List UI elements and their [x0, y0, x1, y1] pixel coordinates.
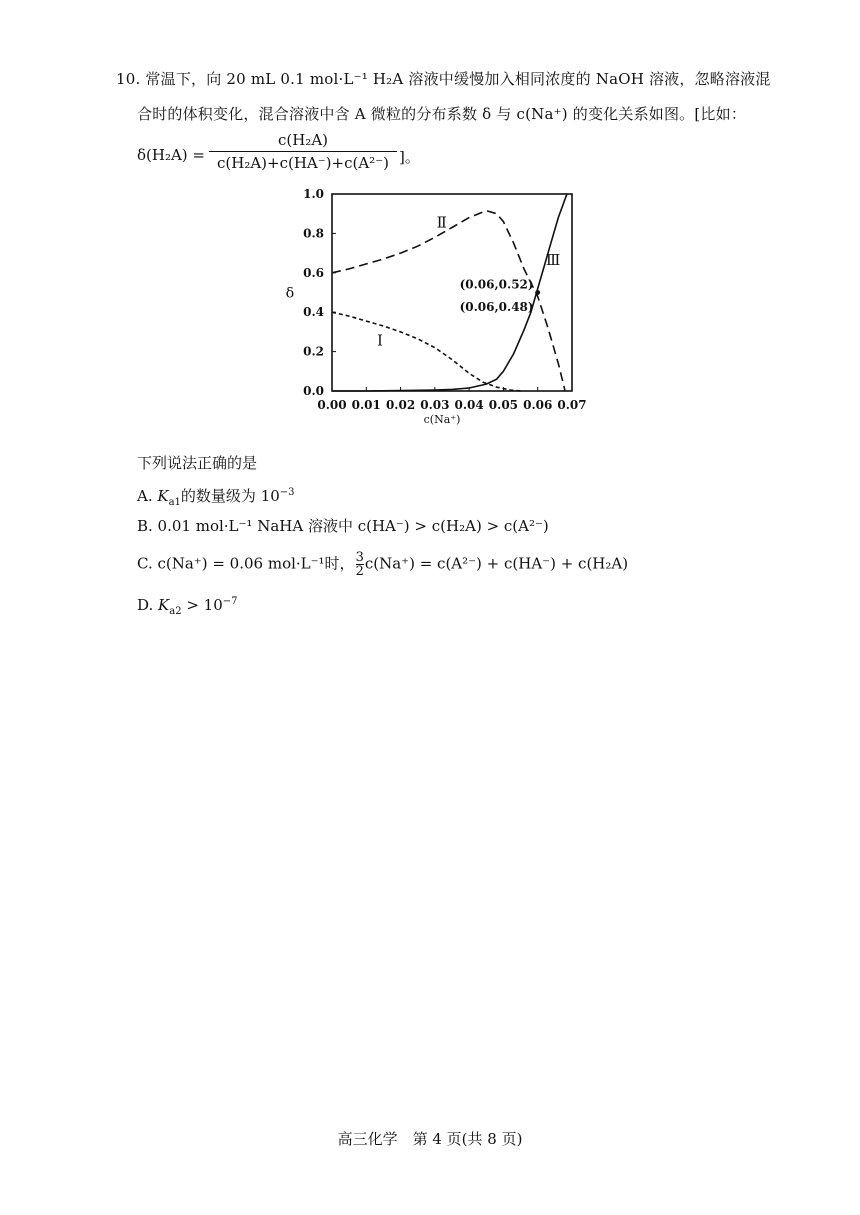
option-c-num: 3	[355, 550, 364, 565]
x-tick-label: 0.05	[488, 398, 519, 412]
formula-lhs: δ(H₂A) =	[137, 146, 205, 164]
x-axis-label: c(Na⁺)	[423, 413, 461, 426]
x-tick-label: 0.01	[351, 398, 381, 412]
annotation-2: (0.06,0.48)	[459, 300, 534, 315]
option-d-k: K	[158, 596, 170, 614]
x-tick-label: 0.07	[557, 398, 587, 412]
formula-denominator: c(H₂A)+c(HA⁻)+c(A²⁻)	[209, 151, 397, 172]
intersection-point	[535, 290, 540, 295]
option-a-k: K	[157, 487, 169, 505]
series-line-3	[332, 194, 567, 391]
x-tick-label: 0.03	[420, 398, 450, 412]
formula-numerator: c(H₂A)	[277, 131, 329, 149]
option-c-fraction	[356, 551, 364, 578]
option-d-sup: −7	[222, 596, 238, 607]
x-tick-label: 0.02	[385, 398, 416, 412]
annotation-1: (0.06,0.52)	[459, 277, 534, 292]
option-a-sub: a1	[168, 497, 181, 508]
y-tick-label: 1.0	[303, 187, 324, 201]
option-d-text: > 10	[181, 596, 223, 614]
x-tick-label: 0.04	[454, 398, 484, 412]
option-c-post: c(Na⁺) = c(A²⁻) + c(HA⁻) + c(H₂A)	[364, 554, 629, 573]
option-c-den: 2	[355, 564, 364, 579]
y-tick-label: 0.8	[303, 226, 324, 241]
option-c-pre: C. c(Na⁺) = 0.06 mol·L⁻¹时，	[137, 554, 355, 573]
question-line-2: 合时的体积变化，混合溶液中含 A 微粒的分布系数 δ 与 c(Na⁺) 的变化关系如图。[比如：	[137, 105, 747, 123]
x-tick-label: 0.06	[523, 398, 553, 412]
option-d	[137, 596, 238, 617]
x-tick-label: 0.00	[317, 398, 347, 412]
option-b: B. 0.01 mol·L⁻¹ NaHA 溶液中 c(HA⁻) > c(H₂A) > c(A²⁻)	[137, 517, 549, 535]
y-tick-label: 0.2	[303, 344, 324, 359]
option-a	[137, 485, 295, 508]
distribution-chart	[280, 186, 600, 436]
y-axis-label: δ	[285, 285, 295, 302]
option-d-label: D.	[137, 596, 159, 614]
question-line-1: 10. 常温下，向 20 mL 0.1 mol·L⁻¹ H₂A 溶液中缓慢加入相同浓度的 NaOH 溶液，忽略溶液混	[116, 70, 771, 88]
option-d-sub: a2	[169, 606, 182, 617]
series-line-1	[332, 312, 521, 391]
options-prompt: 下列说法正确的是	[137, 454, 258, 472]
series-label-3: Ⅲ	[545, 250, 561, 269]
y-tick-label: 0.4	[303, 305, 324, 320]
option-a-text: 的数量级为 10	[180, 487, 280, 505]
option-a-sup: −3	[279, 487, 295, 498]
formula-fraction	[209, 131, 397, 172]
page-footer: 高三化学 第 4 页(共 8 页)	[337, 1130, 523, 1148]
series-label-2: Ⅱ	[436, 213, 447, 232]
option-c	[137, 551, 628, 578]
y-tick-label: 0.0	[303, 384, 324, 398]
y-tick-label: 0.6	[303, 265, 324, 280]
series-label-1: Ⅰ	[377, 331, 383, 350]
option-a-label: A.	[137, 487, 158, 505]
formula-tail: ]。	[399, 148, 420, 166]
